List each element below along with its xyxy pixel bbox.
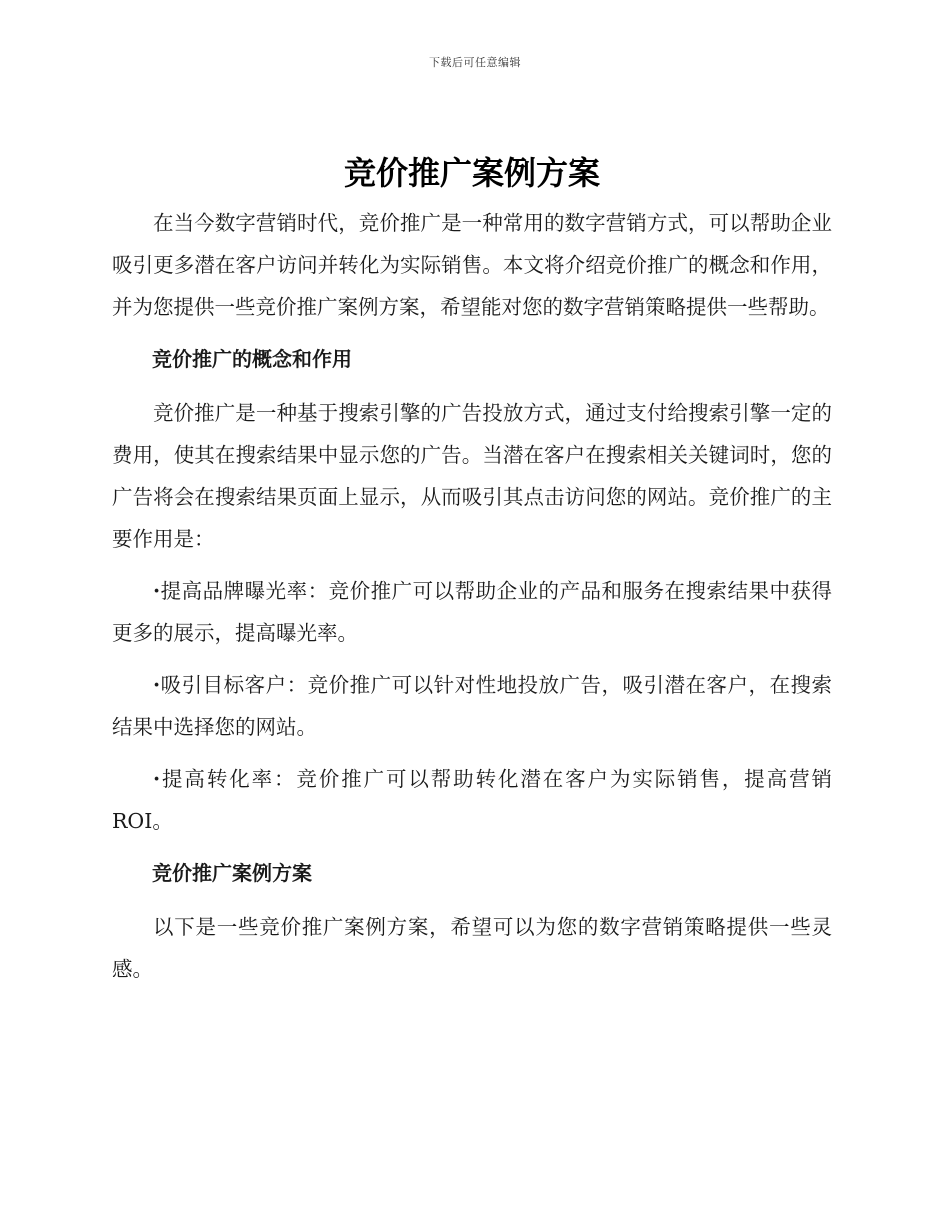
bullet-dot: · bbox=[153, 767, 161, 791]
document-title: 竞价推广案例方案 bbox=[343, 154, 600, 192]
bullet-text: 提高品牌曝光率：竞价推广可以帮助企业的产品和服务在搜索结果中获得更多的展示，提高曝光率。 bbox=[112, 579, 832, 645]
bullet-item-exposure bbox=[112, 570, 832, 654]
bullet-item-conversion bbox=[112, 758, 832, 842]
header-note: 下载后可任意编辑 bbox=[429, 56, 521, 69]
bullet-text: 提高转化率：竞价推广可以帮助转化潜在客户为实际销售，提高营销ROI。 bbox=[112, 767, 832, 833]
section-heading-concept: 竞价推广的概念和作用 bbox=[152, 347, 352, 371]
cases-paragraph: 以下是一些竞价推广案例方案，希望可以为您的数字营销策略提供一些灵感。 bbox=[112, 915, 832, 981]
section-heading-cases: 竞价推广案例方案 bbox=[152, 861, 312, 885]
bullet-dot: · bbox=[153, 579, 161, 603]
bullet-text: 吸引目标客户：竞价推广可以针对性地投放广告，吸引潜在客户，在搜索结果中选择您的网站。 bbox=[112, 673, 832, 739]
intro-paragraph: 在当今数字营销时代，竞价推广是一种常用的数字营销方式，可以帮助企业吸引更多潜在客户访问并转化为实际销售。本文将介绍竞价推广的概念和作用，并为您提供一些竞价推广案例方案，希望能对您的数字营销策略提供一些帮助。 bbox=[112, 211, 832, 319]
bullet-dot: · bbox=[153, 673, 161, 697]
bullet-item-target bbox=[112, 664, 832, 748]
concept-paragraph: 竞价推广是一种基于搜索引擎的广告投放方式，通过支付给搜索引擎一定的费用，使其在搜索结果中显示您的广告。当潜在客户在搜索相关关键词时，您的广告将会在搜索结果页面上显示，从而吸引其点击访问您的网站。竞价推广的主要作用是： bbox=[112, 401, 832, 551]
document-body bbox=[112, 150, 832, 1000]
